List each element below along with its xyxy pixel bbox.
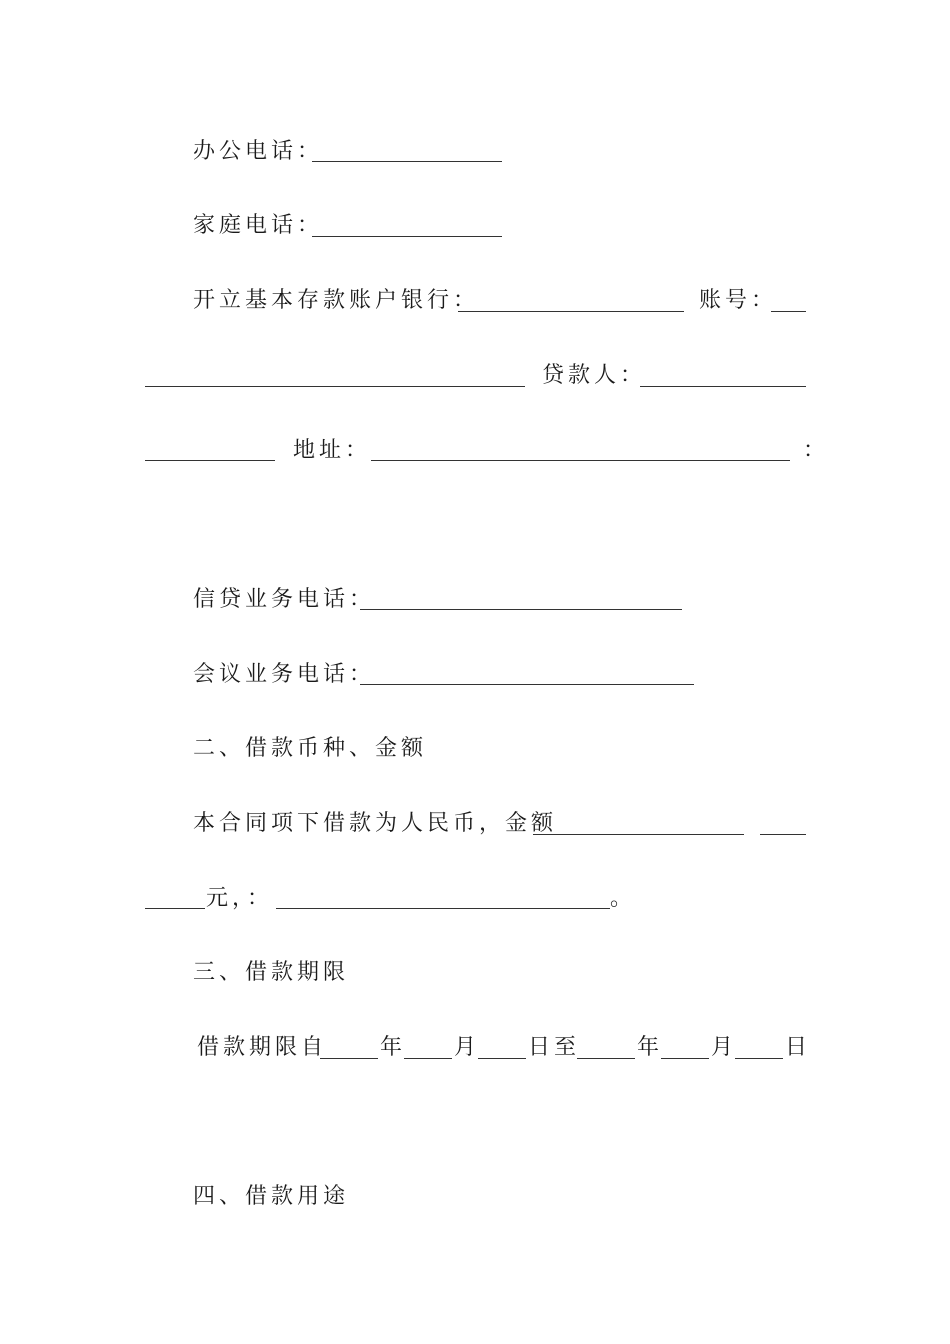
amount-blank[interactable] [533, 834, 744, 835]
account-blank-start[interactable] [771, 311, 806, 312]
credit-phone-label: 信贷业务电话： [193, 587, 376, 612]
account-label: 账号： [699, 288, 778, 313]
lender-blank[interactable] [640, 386, 806, 387]
year-label-1: 年 [380, 1035, 407, 1060]
office-phone-blank[interactable] [312, 161, 502, 162]
lender-label: 贷款人： [542, 363, 647, 388]
start-month-blank[interactable] [404, 1058, 452, 1059]
section-4-title: 四、借款用途 [193, 1184, 350, 1209]
month-label-1: 月 [454, 1035, 481, 1060]
day-to-label: 日至 [528, 1035, 581, 1060]
end-year-blank[interactable] [577, 1058, 635, 1059]
yuan-label: 元，： [206, 886, 274, 911]
period-end: 。 [610, 886, 637, 911]
amount-blank-2[interactable] [760, 834, 806, 835]
start-day-blank[interactable] [478, 1058, 526, 1059]
meeting-phone-label: 会议业务电话： [193, 662, 376, 687]
month-label-2: 月 [711, 1035, 738, 1060]
home-phone-label: 家庭电话： [193, 213, 324, 238]
bank-label: 开立基本存款账户银行： [193, 288, 480, 313]
year-label-2: 年 [637, 1035, 664, 1060]
start-year-blank[interactable] [320, 1058, 378, 1059]
amount-uppercase-blank[interactable] [276, 908, 610, 909]
term-from-label: 借款期限自 [197, 1035, 328, 1060]
address-label: 地址： [293, 438, 372, 463]
day-label-2: 日 [785, 1035, 812, 1060]
section-3-title: 三、借款期限 [193, 960, 350, 985]
section-2-text: 本合同项下借款为人民币，金额 [193, 811, 558, 836]
credit-phone-blank[interactable] [360, 609, 682, 610]
lender-blank-continued[interactable] [145, 460, 275, 461]
bank-blank[interactable] [458, 311, 684, 312]
end-day-blank[interactable] [735, 1058, 783, 1059]
section-2-title: 二、借款币种、金额 [193, 736, 428, 761]
meeting-phone-blank[interactable] [360, 684, 694, 685]
end-month-blank[interactable] [661, 1058, 709, 1059]
address-blank[interactable] [371, 460, 790, 461]
account-blank-continued[interactable] [145, 386, 525, 387]
trailing-colon: ： [803, 438, 826, 463]
amount-blank-continued[interactable] [145, 908, 205, 909]
office-phone-label: 办公电话： [193, 139, 324, 164]
home-phone-blank[interactable] [312, 236, 502, 237]
